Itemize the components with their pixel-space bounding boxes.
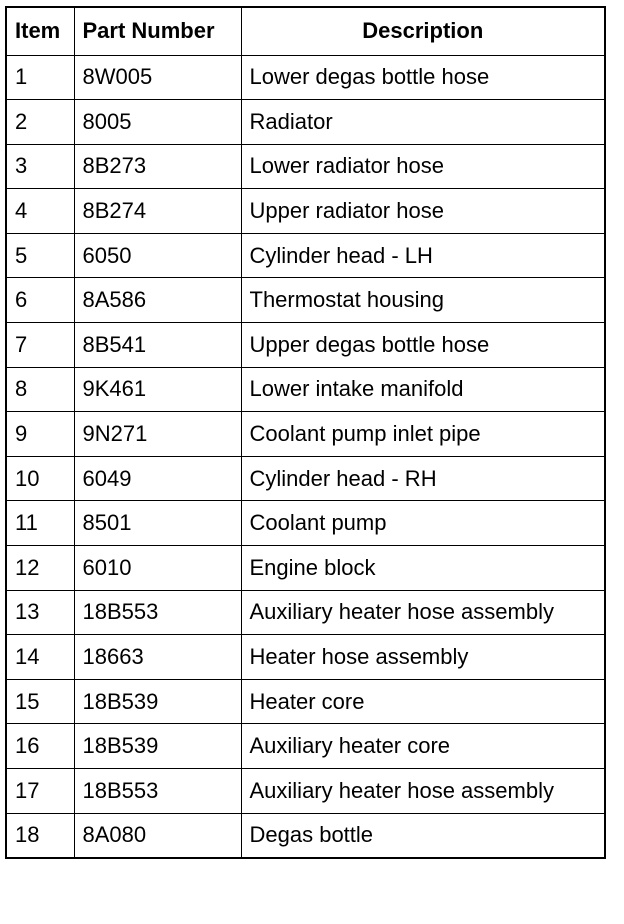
part-number-cell: 8A080	[74, 813, 241, 858]
description-cell: Auxiliary heater core	[241, 724, 605, 769]
part-number-cell: 9K461	[74, 367, 241, 412]
table-row	[6, 144, 605, 189]
item-cell: 11	[6, 501, 74, 546]
header-part-number: Part Number	[74, 7, 241, 55]
description-cell: Cylinder head - RH	[241, 456, 605, 501]
description-cell: Upper radiator hose	[241, 189, 605, 234]
part-number-cell: 18663	[74, 635, 241, 680]
table-row	[6, 278, 605, 323]
parts-table-body	[6, 55, 605, 858]
part-number-cell: 8501	[74, 501, 241, 546]
item-cell: 17	[6, 769, 74, 814]
description-cell: Heater core	[241, 679, 605, 724]
part-number-cell: 8B274	[74, 189, 241, 234]
parts-table-header	[6, 7, 605, 55]
part-number-cell: 8A586	[74, 278, 241, 323]
table-row	[6, 456, 605, 501]
part-number-cell: 18B539	[74, 679, 241, 724]
part-number-cell: 18B553	[74, 590, 241, 635]
description-cell: Upper degas bottle hose	[241, 323, 605, 368]
part-number-cell: 6050	[74, 233, 241, 278]
item-cell: 2	[6, 100, 74, 145]
description-cell: Degas bottle	[241, 813, 605, 858]
table-row	[6, 233, 605, 278]
part-number-cell: 9N271	[74, 412, 241, 457]
item-cell: 12	[6, 546, 74, 591]
item-cell: 4	[6, 189, 74, 234]
parts-table	[5, 6, 606, 859]
description-cell: Coolant pump inlet pipe	[241, 412, 605, 457]
table-row	[6, 813, 605, 858]
header-description: Description	[241, 7, 605, 55]
description-cell: Thermostat housing	[241, 278, 605, 323]
item-cell: 13	[6, 590, 74, 635]
item-cell: 6	[6, 278, 74, 323]
table-row	[6, 546, 605, 591]
part-number-cell: 8B541	[74, 323, 241, 368]
table-row	[6, 367, 605, 412]
item-cell: 8	[6, 367, 74, 412]
item-cell: 3	[6, 144, 74, 189]
item-cell: 7	[6, 323, 74, 368]
item-cell: 14	[6, 635, 74, 680]
part-number-cell: 6010	[74, 546, 241, 591]
item-cell: 15	[6, 679, 74, 724]
description-cell: Lower intake manifold	[241, 367, 605, 412]
table-row	[6, 323, 605, 368]
part-number-cell: 18B539	[74, 724, 241, 769]
item-cell: 10	[6, 456, 74, 501]
table-row	[6, 501, 605, 546]
description-cell: Coolant pump	[241, 501, 605, 546]
table-row	[6, 724, 605, 769]
table-row	[6, 635, 605, 680]
table-row	[6, 769, 605, 814]
header-item: Item	[6, 7, 74, 55]
description-cell: Engine block	[241, 546, 605, 591]
part-number-cell: 8005	[74, 100, 241, 145]
header-row	[6, 7, 605, 55]
description-cell: Auxiliary heater hose assembly	[241, 769, 605, 814]
description-cell: Lower radiator hose	[241, 144, 605, 189]
item-cell: 16	[6, 724, 74, 769]
item-cell: 9	[6, 412, 74, 457]
table-row	[6, 189, 605, 234]
item-cell: 18	[6, 813, 74, 858]
description-cell: Lower degas bottle hose	[241, 55, 605, 100]
table-row	[6, 412, 605, 457]
table-row	[6, 100, 605, 145]
part-number-cell: 8B273	[74, 144, 241, 189]
part-number-cell: 18B553	[74, 769, 241, 814]
description-cell: Auxiliary heater hose assembly	[241, 590, 605, 635]
part-number-cell: 6049	[74, 456, 241, 501]
table-row	[6, 55, 605, 100]
description-cell: Cylinder head - LH	[241, 233, 605, 278]
item-cell: 5	[6, 233, 74, 278]
description-cell: Heater hose assembly	[241, 635, 605, 680]
table-row	[6, 679, 605, 724]
description-cell: Radiator	[241, 100, 605, 145]
table-row	[6, 590, 605, 635]
item-cell: 1	[6, 55, 74, 100]
part-number-cell: 8W005	[74, 55, 241, 100]
